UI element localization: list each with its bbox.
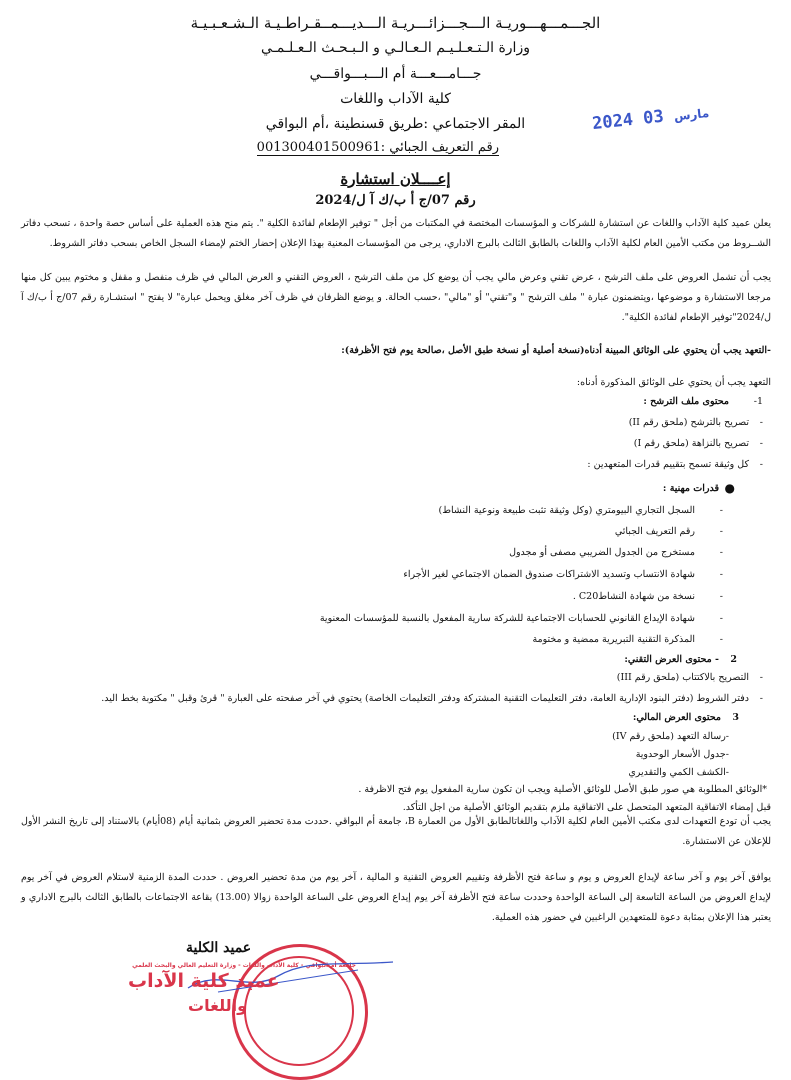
dean-stamp-text: عميد كلية الآداب [128, 970, 280, 992]
list-item: -الكشف الكمي والتقديري [628, 767, 729, 778]
ministry-header: وزارة الـتـعـلـيـم الـعـالـي و الـبـحـث الـعـلـمـي [261, 40, 530, 56]
list-item: نسخة من شهادة النشاطC20 . [572, 591, 695, 602]
list-item: -رسالة التعهد (ملحق رقم IV) [612, 731, 729, 742]
dash-icon: - [719, 569, 723, 580]
commitment-heading: -التعهد يجب أن يحتوي على الوثائق المبينة أدناه(نسخة أصلية أو نسخة طبق الأصل ،صالحة يوم فتح الأظرفة): [341, 345, 771, 356]
list-item: رقم التعريف الجبائي [614, 526, 695, 537]
section1-bullet: - [759, 438, 763, 449]
list-item: شهادة الإيداع القانوني للحسابات الاجتماعية للشركة سارية المفعول بالنسبة للمؤسسات المعنوية [319, 613, 695, 624]
date-year: 2024 [591, 109, 635, 135]
schedule-paragraph: يوافق آخر يوم و آخر ساعة لإيداع العروض و يوم و ساعة فتح الأظرفة وتقييم العروض التقنية و المالية ، آخر يوم من مدة تحضير العروض . حددت المدة الزمنية لاستلام العروض في آخر يوم لإيداع العروض من الساعة التاسعة إلى الساعة الواحدة وحددت ساعة فتح الأظرفة آخر يوم إيداع العروض على الساعة الواحدة زوالا (13.00) بقاعة الاجتماعات بالطابق الثالث بالبرج الاداري و يعتبر هذا الإعلان بمثابة دعوة للمتعهدين الراغبين في حضور هذه العملية. [21, 872, 771, 923]
note-contract: قبل إمضاء الاتفاقية المتعهد المتحصل على الاتفاقية ملزم بتقديم الوثائق الأصلية من اجل التأكد. [402, 802, 771, 813]
note-originals: *الوثائق المطلوبة هي صور طبق الأصل للوثائق الأصلية ويجب ان تكون سارية المفعول يوم فتح الاظرفة . [358, 784, 767, 795]
bullet-dot-icon: ● [724, 481, 735, 495]
section3-number: 3 [732, 712, 739, 723]
date-day: 03 [642, 106, 665, 129]
deposit-paragraph: يجب أن تودع التعهدات لدى مكتب الأمين العام لكلية الآداب واللغاتالطابق الأول من العمارة B، جامعة أم البواقي .حددت مدة تحضير العروض بثمانية أيام (08أيام) بالاستناد إلى تاريخ النشر الأول للإعلان عن الاستشارة. [21, 816, 771, 847]
professional-title: قدرات مهنية : [662, 483, 719, 494]
seal-ring-text: جامعة أم البواقي - كلية الآداب واللغات - وزارة التعليم العالي والبحث العلمي [132, 962, 356, 969]
dean-signature-title: عميد الكلية [186, 940, 252, 956]
dean-stamp-subtext: واللغات [188, 996, 248, 1015]
list-item: التصريح بالاكتتاب (ملحق رقم III) [616, 672, 749, 683]
dash-icon: - [719, 505, 723, 516]
intro-paragraph: يعلن عميد كلية الآداب واللغات عن استشارة للشركات و المؤسسات المختصة في المكتبات من أجل " توفير الإطعام لفائدة الكلية ". يتم منح هذه العملية على أساس حصة واحدة ، تسحب دفاتر الشــروط من مكتب الأمين العام لكلية الآداب واللغات بالطابق الثالث بالبرج الاداري، يرجى من المؤسسات المعنية بهذا الإعلان إحضار الختم لإمضاء السجل الخاص بسحب دفاتر الشروط. [21, 218, 771, 249]
dash-icon: - [719, 547, 723, 558]
republic-header: الجـــمـــهـــوريـة الـــجـــزائـــريـة الـــديـــمــقـراطـيـة الـشـعـبـيـة [190, 14, 601, 32]
section1-bullet: - [759, 459, 763, 470]
dash-icon: - [759, 672, 763, 683]
list-item: تصريح بالنزاهة (ملحق رقم I) [633, 438, 749, 449]
announcement-title: إعــــلان استشارة [340, 170, 451, 188]
dash-icon: - [759, 693, 763, 704]
tax-id: رقم التعريف الجبائي :001300401500961 [256, 140, 499, 155]
section1-bullet: - [759, 417, 763, 428]
address-line: المقر الاجتماعي :طريق قسنطينة ،أم البواقي [265, 116, 526, 132]
reference-number: رقم 07/ج أ ب/ك آ ل/2024 [315, 193, 476, 208]
list-item: دفتر الشروط (دفتر البنود الإدارية العامة، دفتر التعليمات التقنية المشتركة ودفتر التعليمات الخاصة) يحتوي في آخر صفحته على العبارة " قرئ وقبل " مكتوبة بخط اليد. [101, 693, 749, 704]
university-header: جـــامـــعـــة أم الـــبـــواقـــي [309, 66, 482, 82]
faculty-header: كلية الآداب واللغات [340, 91, 451, 107]
list-item: كل وثيقة تسمح بتقييم قدرات المتعهدين : [587, 459, 749, 470]
date-month: مارس [673, 105, 710, 124]
dash-icon: - [719, 526, 723, 537]
list-item: السجل التجاري البيومتري (وكل وثيقة تثبت طبيعة ونوعية النشاط) [438, 505, 695, 516]
section2-number: 2 [730, 654, 737, 665]
dash-icon: - [719, 634, 723, 645]
commitment-line: التعهد يجب أن يحتوي على الوثائق المذكورة أدناه: [576, 377, 771, 388]
dash-icon: - [719, 613, 723, 624]
offer-paragraph: يجب أن تشمل العروض على ملف الترشح ، عرض تقني وعرض مالي يجب أن يوضع كل من ملف الترشح ، العروض التقني و العرض المالي في ظرف منفصل و مقفل و مختوم يبين كل منها مرجعا الاستشارة و موضوعها ،ويتضمنون عبارة " ملف الترشح " و"تقني" أو "مالي" ،حسب الحالة. و يوضع الظرفان في ظرف آخر مغلق ويحمل عبارة" لا يفتح " استشـارة رقم 07/ج أ ب/ك آ ل/2024"توفير الإطعام لفائدة الكلية". [21, 272, 771, 323]
section1-title: محتوى ملف الترشح : [643, 396, 729, 407]
list-item: مستخرج من الجدول الضريبي مصفى أو مجدول [509, 547, 695, 558]
list-item: المذكرة التقنية التبريرية ممضية و مختومة [532, 634, 695, 645]
list-item: شهادة الانتساب وتسديد الاشتراكات صندوق الضمان الاجتماعي لغير الأجراء [403, 569, 695, 580]
section1-number: 1- [753, 396, 763, 407]
section2-title: - محتوى العرض التقني: [624, 654, 719, 665]
dash-icon: - [719, 591, 723, 602]
section3-title: محتوى العرض المالي: [632, 712, 721, 723]
list-item: تصريح بالترشح (ملحق رقم II) [628, 417, 749, 428]
list-item: -جدول الأسعار الوحدوية [635, 749, 729, 760]
